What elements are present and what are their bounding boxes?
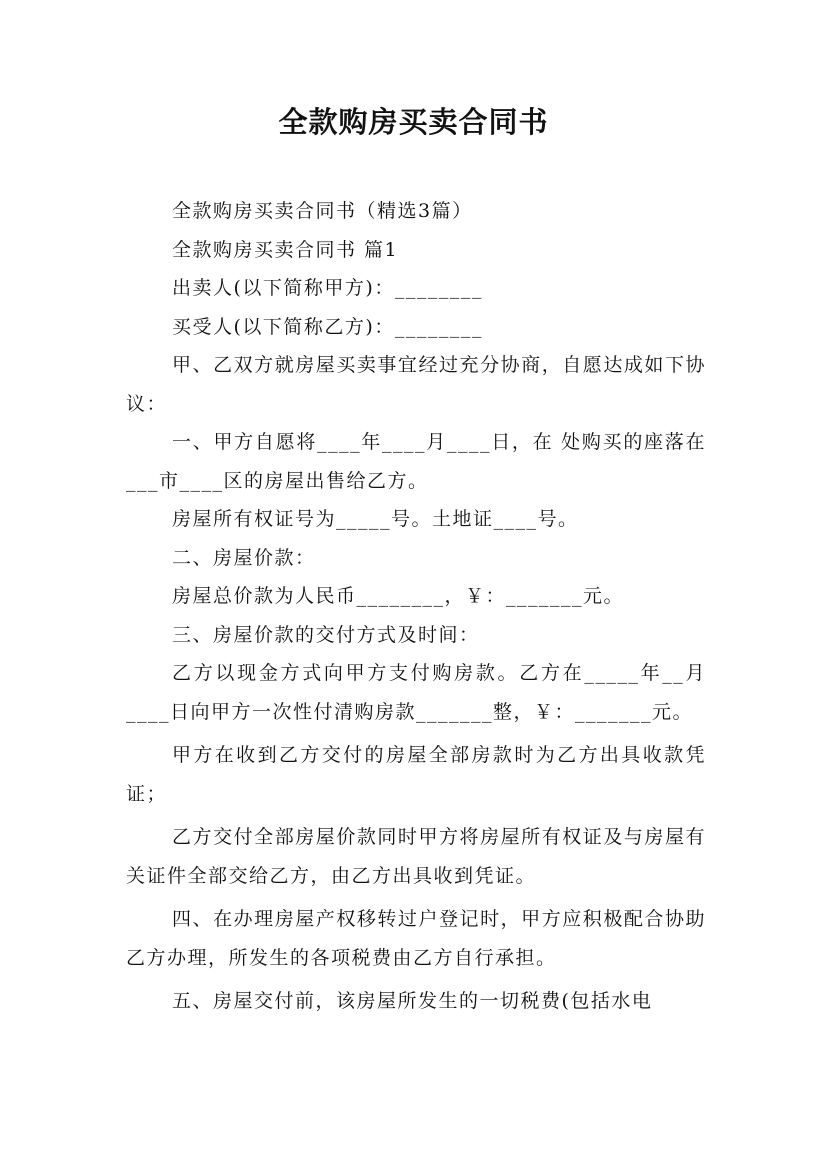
paragraph-receipt: 甲方在收到乙方交付的房屋全部房款时为乙方出具收款凭证； [126,744,706,805]
paragraph-agreement-intro: 甲、乙双方就房屋买卖事宜经过充分协商，自愿达成如下协议： [126,354,706,415]
paragraph-clause-3: 三、房屋价款的交付方式及时间： [172,623,480,646]
paragraph-handover-documents: 乙方交付全部房屋价款同时甲方将房屋所有权证及与房屋有关证件全部交给乙方，由乙方出具收到凭证。 [126,826,706,887]
paragraph-seller: 出卖人(以下简称甲方)：________ [172,277,483,299]
paragraph-certificate-numbers: 房屋所有权证号为_____号。土地证____号。 [172,508,579,530]
paragraph-buyer: 买受人(以下简称乙方)：________ [172,315,483,338]
paragraph-subtitle: 全款购房买卖合同书（精选3篇） [172,200,473,222]
paragraph-clause-2: 二、房屋价款： [172,546,316,569]
paragraph-clause-1: 一、甲方自愿将____年____月____日，在 处购买的座落在___市____区的房屋出售给乙方。 [126,431,706,492]
paragraph-total-price: 房屋总价款为人民币________，￥：_______元。 [172,585,625,607]
paragraph-payment-method: 乙方以现金方式向甲方支付购房款。乙方在_____年__月____日向甲方一次性付清购房款_______整，￥：_______元。 [126,662,706,723]
document-title: 全款购房买卖合同书 [278,105,549,139]
paragraph-clause-4: 四、在办理房屋产权移转过户登记时，甲方应积极配合协助乙方办理，所发生的各项税费由乙方自行承担。 [126,908,706,969]
document-body [126,192,706,1021]
paragraph-section-heading: 全款购房买卖合同书 篇1 [172,238,399,261]
paragraph-clause-5: 五、房屋交付前，该房屋所发生的一切税费(包括水电 [172,990,653,1012]
